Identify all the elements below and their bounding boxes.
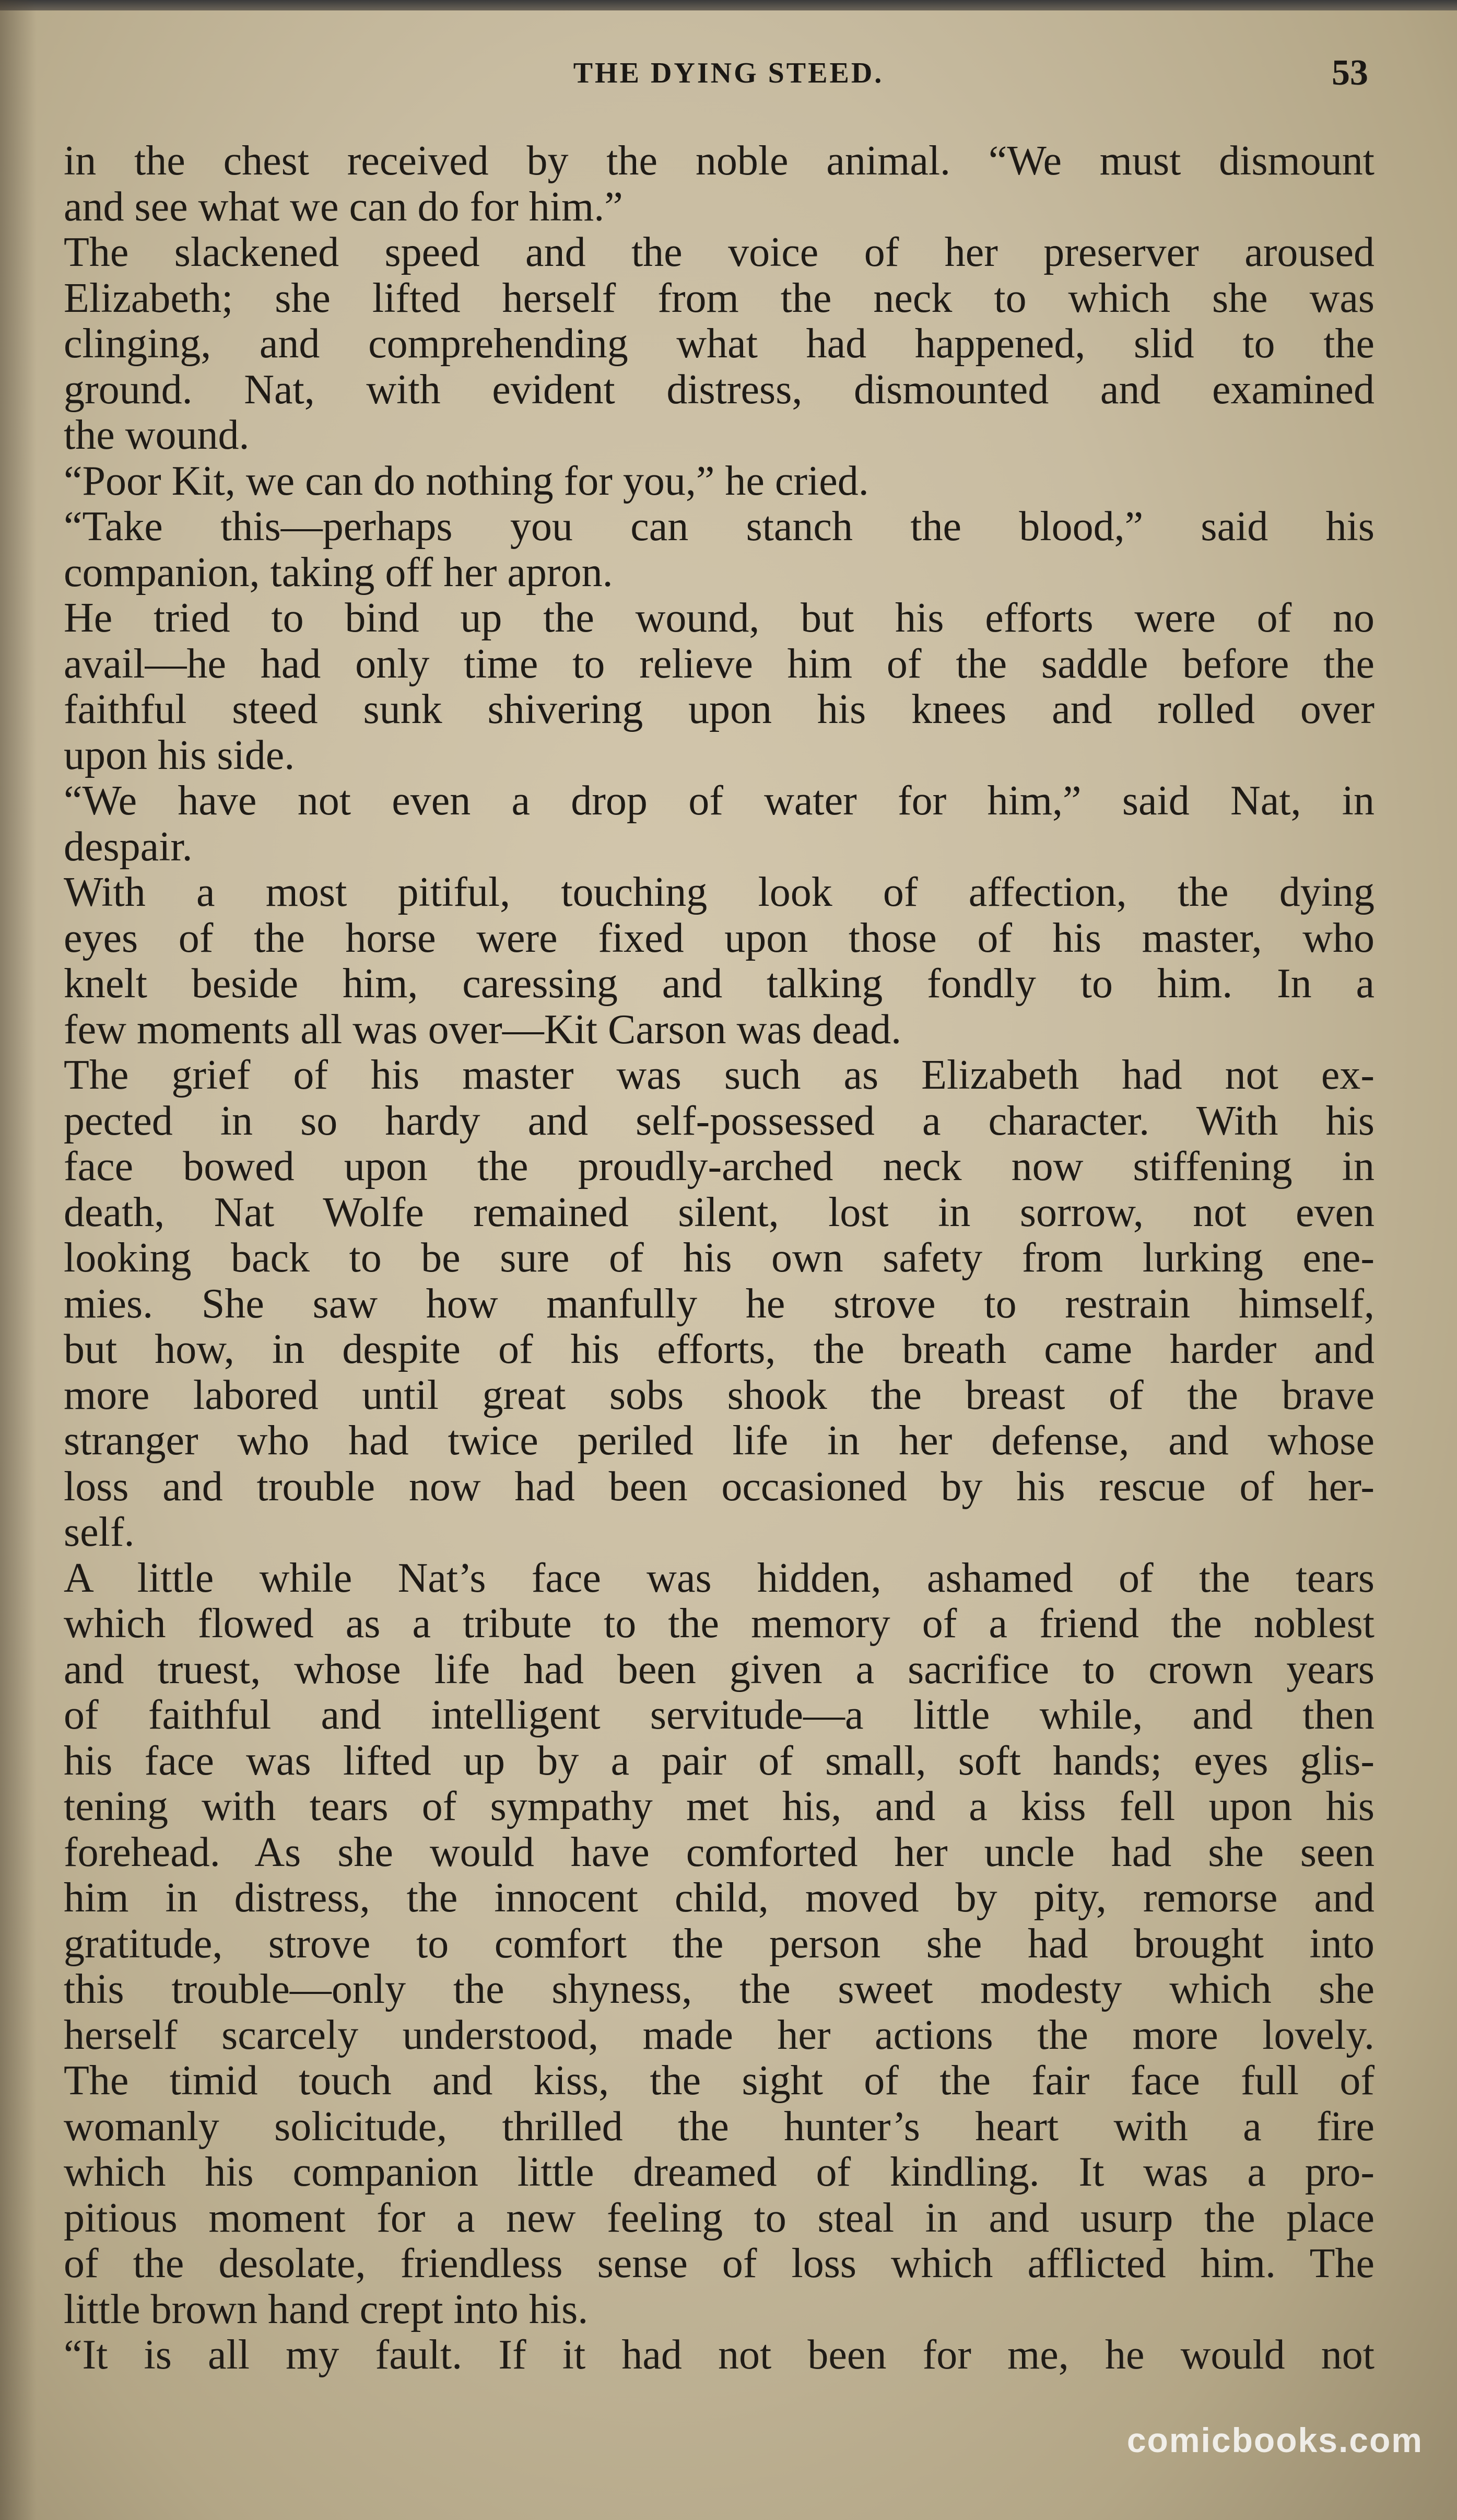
text-line: A little while Nat’s face was hidden, ashamed of the tears	[64, 1555, 1374, 1601]
text-line: upon his side.	[64, 732, 295, 778]
text-line: face bowed upon the proudly-arched neck now stiffening in	[64, 1144, 1374, 1189]
text-line: more labored until great sobs shook the breast of the brave	[64, 1372, 1374, 1418]
running-header	[0, 50, 1457, 97]
text-line: womanly solicitude, thrilled the hunter’s heart with a fire	[64, 2103, 1374, 2150]
text-line: faithful steed sunk shivering upon his knees and rolled over	[64, 686, 1374, 732]
text-line: self.	[64, 1509, 135, 1555]
text-line: forehead. As she would have comforted her uncle had she seen	[64, 1829, 1374, 1875]
text-line: tening with tears of sympathy met his, and a kiss fell upon his	[64, 1783, 1374, 1829]
text-line: which flowed as a tribute to the memory of a friend the noblest	[64, 1601, 1374, 1647]
text-line: herself scarcely understood, made her actions the more lovely.	[64, 2012, 1374, 2058]
text-line: few moments all was over—Kit Carson was dead.	[64, 1006, 902, 1053]
text-line: in the chest received by the noble animal. “We must dismount	[64, 138, 1374, 184]
text-line: which his companion little dreamed of kindling. It was a pro-	[64, 2149, 1374, 2195]
text-line: little brown hand crept into his.	[64, 2286, 589, 2332]
text-line: but how, in despite of his efforts, the breath came harder and	[64, 1326, 1374, 1372]
text-line: stranger who had twice periled life in her defense, and whose	[64, 1418, 1374, 1464]
chapter-title: THE DYING STEED.	[573, 57, 884, 89]
text-line: clinging, and comprehending what had happened, slid to the	[64, 321, 1374, 367]
text-line: and truest, whose life had been given a sacrifice to crown years	[64, 1646, 1374, 1693]
text-line: The slackened speed and the voice of her preserver aroused	[64, 229, 1374, 275]
text-line: mies. She saw how manfully he strove to restrain himself,	[64, 1280, 1374, 1327]
text-line: “Poor Kit, we can do nothing for you,” he cried.	[64, 458, 869, 504]
text-line: He tried to bind up the wound, but his efforts were of no	[64, 595, 1374, 641]
page-top-edge	[0, 0, 1457, 10]
text-line: The grief of his master was such as Elizabeth had not ex-	[64, 1052, 1374, 1098]
text-line: eyes of the horse were fixed upon those of his master, who	[64, 915, 1374, 961]
text-line: looking back to be sure of his own safety from lurking ene-	[64, 1235, 1374, 1281]
text-line: the wound.	[64, 412, 250, 458]
text-line: knelt beside him, caressing and talking fondly to him. In a	[64, 961, 1374, 1007]
text-line: With a most pitiful, touching look of affection, the dying	[64, 869, 1374, 915]
text-line: companion, taking off her apron.	[64, 549, 613, 596]
text-line: of faithful and intelligent servitude—a little while, and then	[64, 1692, 1374, 1738]
text-line: his face was lifted up by a pair of small, soft hands; eyes glis-	[64, 1737, 1374, 1784]
page-gutter-shadow	[0, 0, 37, 2520]
text-line: of the desolate, friendless sense of loss which afflicted him. The	[64, 2241, 1374, 2286]
text-line: pitious moment for a new feeling to steal in and usurp the place	[64, 2195, 1374, 2241]
text-line: loss and trouble now had been occasioned by his rescue of her-	[64, 1463, 1374, 1510]
text-line: gratitude, strove to comfort the person she had brought into	[64, 1920, 1374, 1967]
text-line: pected in so hardy and self-possessed a character. With his	[64, 1098, 1374, 1144]
text-line: despair.	[64, 823, 193, 870]
text-line: this trouble—only the shyness, the sweet modesty which she	[64, 1966, 1374, 2012]
text-line: Elizabeth; she lifted herself from the neck to which she was	[64, 275, 1374, 321]
page-number: 53	[1332, 53, 1368, 93]
watermark-text: comicbooks.com	[1126, 2421, 1423, 2459]
body-text	[64, 138, 1374, 2378]
text-line: “Take this—perhaps you can stanch the blood,” said his	[64, 504, 1374, 550]
text-line: “We have not even a drop of water for him,” said Nat, in	[64, 778, 1374, 824]
text-line: and see what we can do for him.”	[64, 183, 623, 230]
text-line: “It is all my fault. If it had not been for me, he would not	[64, 2332, 1374, 2378]
text-line: avail—he had only time to relieve him of the saddle before the	[64, 640, 1374, 687]
text-line: him in distress, the innocent child, moved by pity, remorse and	[64, 1875, 1374, 1921]
text-line: The timid touch and kiss, the sight of the fair face full of	[64, 2058, 1374, 2104]
text-line: death, Nat Wolfe remained silent, lost in sorrow, not even	[64, 1189, 1374, 1235]
text-line: ground. Nat, with evident distress, dismounted and examined	[64, 366, 1374, 413]
